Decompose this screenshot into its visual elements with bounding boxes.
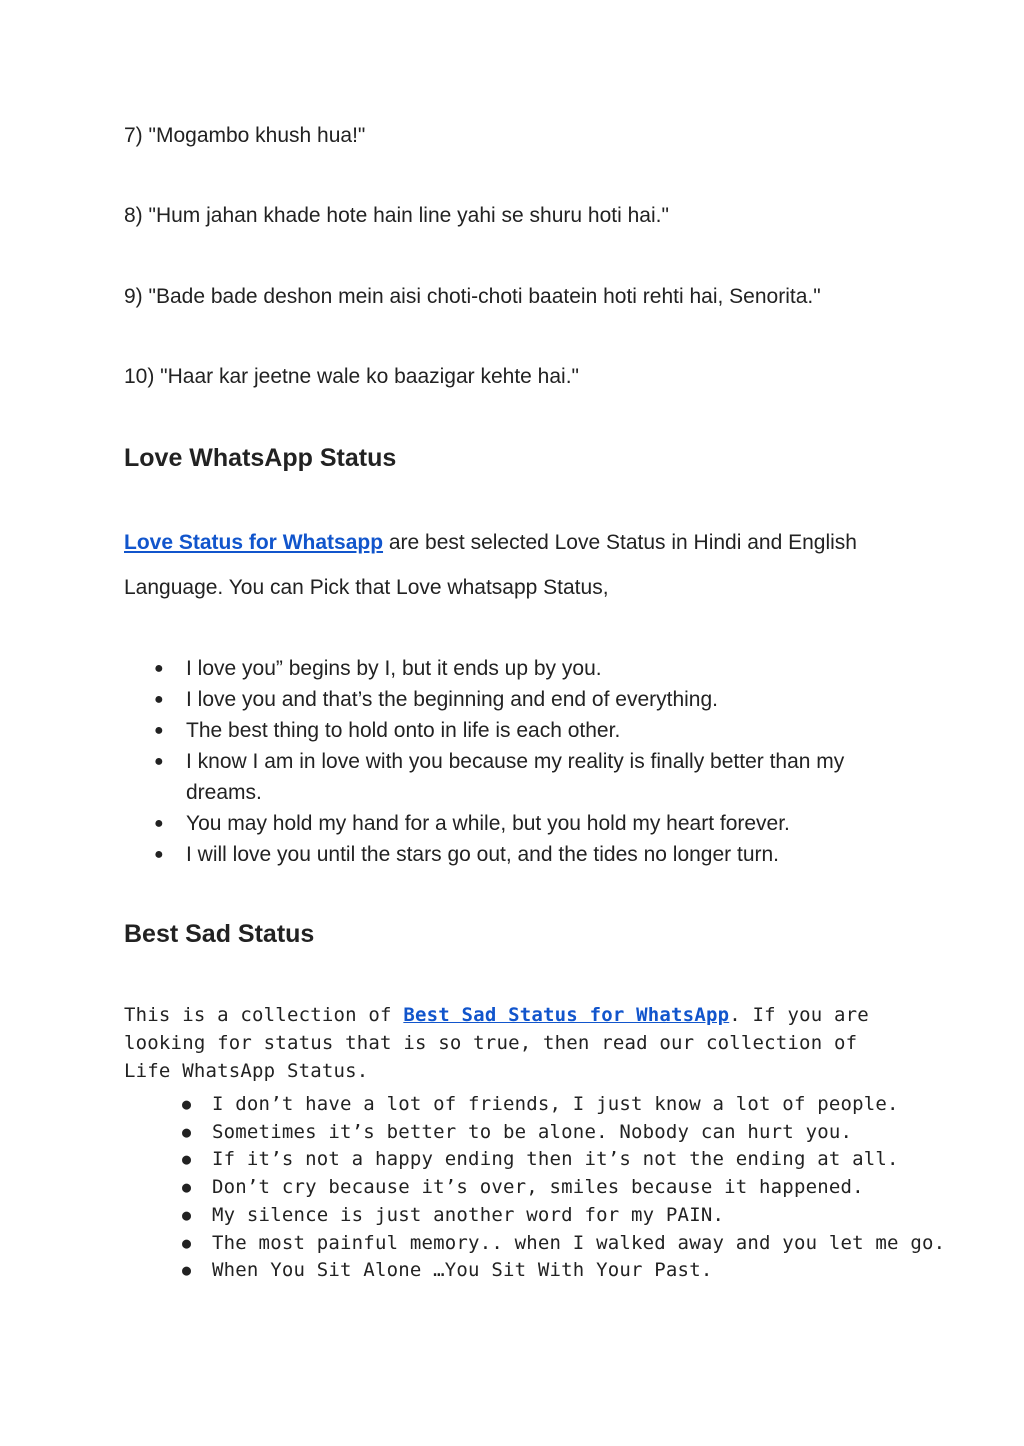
bullet-icon: ●	[182, 1178, 192, 1197]
quote-10: 10) "Haar kar jeetne wale ko baazigar kehte hai."	[124, 365, 579, 388]
list-item: ● I will love you until the stars go out, and the tides no longer turn.	[124, 839, 914, 870]
list-item: ● Don’t cry because it’s over, smiles because it happened.	[124, 1174, 914, 1202]
list-item: ● My silence is just another word for my PAIN.	[124, 1202, 914, 1230]
bullet-icon: ●	[182, 1233, 192, 1252]
quote-9: 9) "Bade bade deshon mein aisi choti-choti baatein hoti rehti hai, Senorita."	[124, 285, 821, 308]
love-status-list	[124, 653, 914, 870]
quote-7: 7) "Mogambo khush hua!"	[124, 124, 366, 147]
bullet-icon: ●	[154, 753, 164, 770]
bullet-icon: ●	[182, 1122, 192, 1141]
sad-section-heading: Best Sad Status	[124, 920, 315, 948]
bullet-icon: ●	[182, 1095, 192, 1113]
list-item: ● The best thing to hold onto in life is each other.	[124, 715, 914, 746]
bullet-icon: ●	[182, 1261, 192, 1280]
list-item: ● I love you” begins by I, but it ends up by you.	[124, 653, 914, 684]
sad-status-list	[124, 1091, 946, 1285]
love-section-heading: Love WhatsApp Status	[124, 444, 397, 472]
love-status-link[interactable]: Love Status for Whatsapp	[124, 531, 384, 554]
list-item: ● I love you and that’s the beginning and end of everything.	[124, 684, 914, 715]
list-item: ● When You Sit Alone …You Sit With Your Past.	[124, 1257, 914, 1285]
bullet-icon: ●	[154, 660, 164, 677]
list-item: ● The most painful memory.. when I walked away and you let me go.	[124, 1230, 914, 1258]
list-item: ● If it’s not a happy ending then it’s not the ending at all.	[124, 1146, 914, 1174]
sad-section-intro: This is a collection of Best Sad Status for WhatsApp. If you are looking for status that is so true, then read our collection of Life WhatsApp Status.	[124, 1004, 869, 1082]
bullet-icon: ●	[154, 815, 164, 832]
list-item: ● Sometimes it’s better to be alone. Nobody can hurt you.	[124, 1119, 914, 1147]
list-item: ● I don’t have a lot of friends, I just know a lot of people.	[124, 1091, 914, 1119]
bullet-icon: ●	[154, 722, 164, 739]
love-intro-text: are best selected Love Status in Hindi and English Language. You can Pick that Love whatsapp Status,	[124, 531, 857, 599]
bullet-icon: ●	[154, 846, 164, 863]
list-item: ● I know I am in love with you because my reality is finally better than my dreams.	[124, 746, 914, 808]
bullet-icon: ●	[154, 691, 164, 708]
sad-status-link[interactable]: Best Sad Status for WhatsApp	[403, 1004, 730, 1026]
love-section-intro	[124, 520, 914, 610]
bullet-icon: ●	[182, 1150, 192, 1169]
list-item: ● You may hold my hand for a while, but you hold my heart forever.	[124, 808, 914, 839]
bullet-icon: ●	[182, 1205, 192, 1224]
quote-8: 8) "Hum jahan khade hote hain line yahi se shuru hoti hai."	[124, 204, 669, 227]
